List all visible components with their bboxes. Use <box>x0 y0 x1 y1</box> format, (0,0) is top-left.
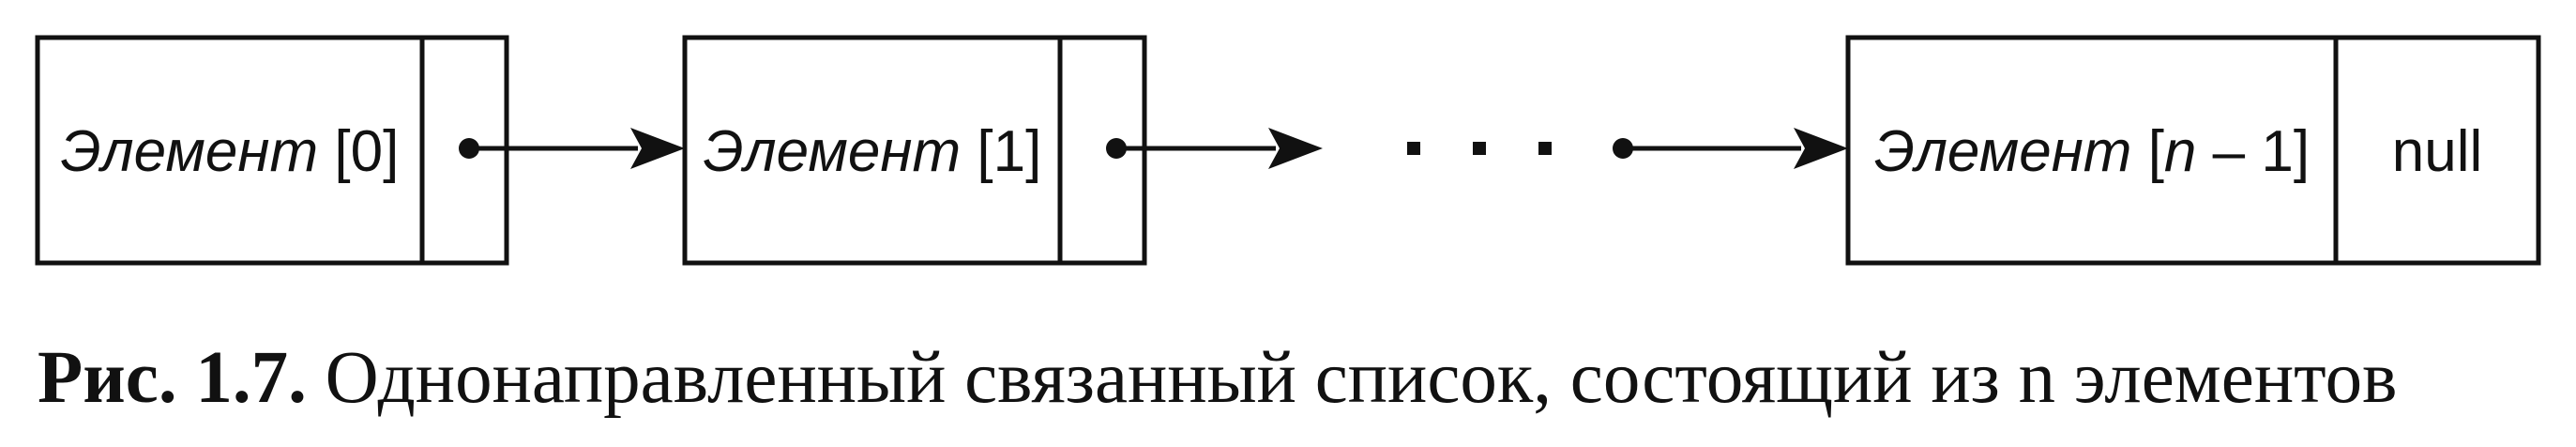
link-arrow-ellipsis-last <box>1613 128 1848 169</box>
node-last-label: Элемент [n – 1] <box>1873 119 2311 184</box>
node-1-label: Элемент [1] <box>703 119 1042 184</box>
ellipsis-dot <box>1407 142 1420 155</box>
node-1-word: Элемент <box>703 119 962 184</box>
arrowhead-icon <box>1268 128 1323 169</box>
null-pointer-label: null <box>2391 119 2483 184</box>
list-node-1 <box>685 38 1144 263</box>
arrowhead-icon <box>630 128 685 169</box>
node-0-index: 0 <box>350 119 384 184</box>
caption-text: Однонаправленный связанный список, состоящий из n элементов <box>306 337 2398 419</box>
ellipsis-dot <box>1473 142 1486 155</box>
node-0-label: Элемент [0] <box>60 119 400 184</box>
node-last-word: Элемент <box>1873 119 2132 184</box>
node-1-index: 1 <box>993 119 1026 184</box>
arrowhead-icon <box>1794 128 1848 169</box>
list-node-last <box>1848 38 2538 263</box>
figure-number: Рис. 1.7. <box>38 337 307 419</box>
link-arrow-1-ellipsis <box>1116 128 1323 169</box>
figure-caption <box>38 333 2552 424</box>
node-last-index: n <box>2163 119 2197 184</box>
link-arrow-0-1 <box>469 128 685 169</box>
ellipsis-text: · · · <box>1478 150 1480 151</box>
ellipsis <box>1407 142 1552 155</box>
ellipsis-dot <box>1538 142 1552 155</box>
list-node-0 <box>38 38 507 263</box>
node-0-word: Элемент <box>60 119 319 184</box>
